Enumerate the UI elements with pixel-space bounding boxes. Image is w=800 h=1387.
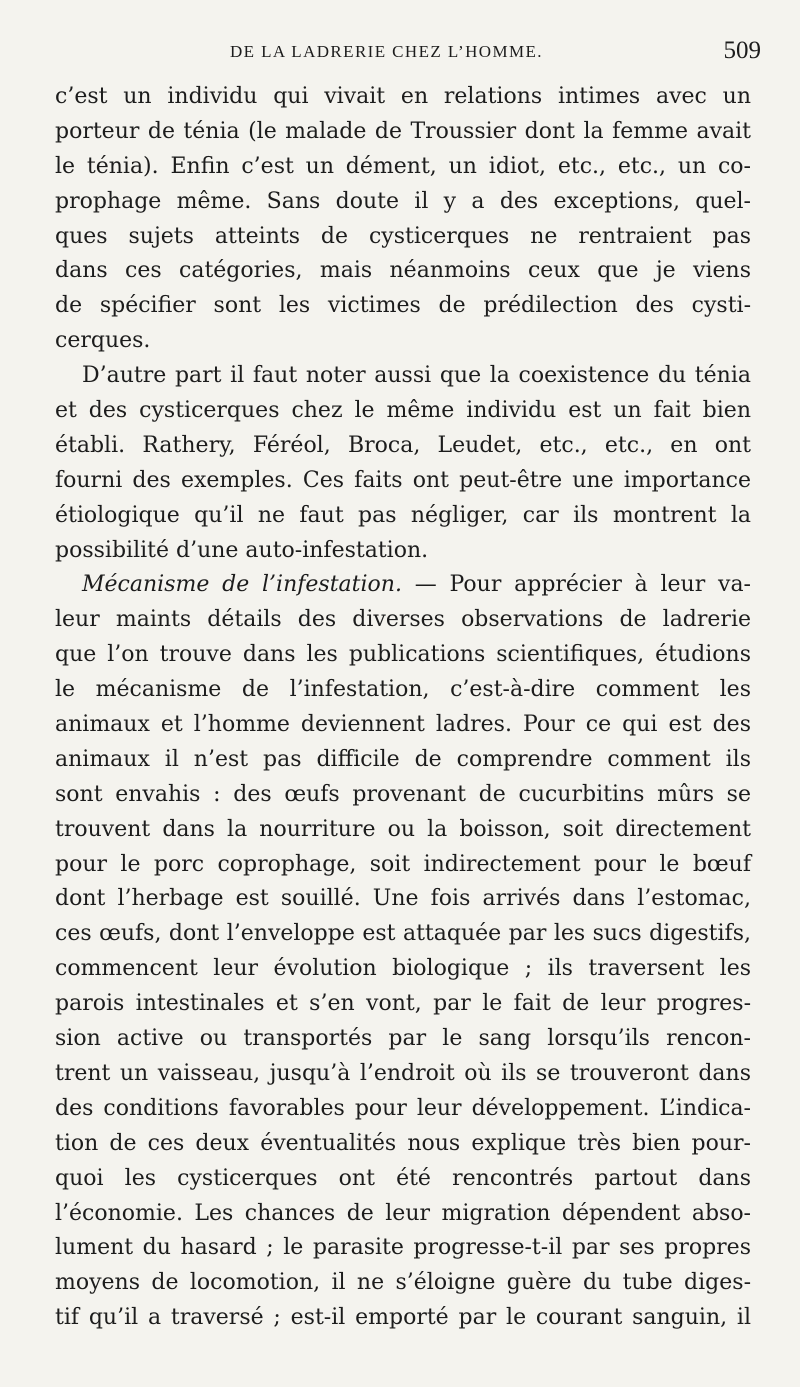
text-line: le ténia). Enfin c’est un dément, un idiot, etc., etc., un co- <box>55 153 751 179</box>
section-heading: Mécanisme de l’infestation. <box>82 572 402 598</box>
text-line: fourni des exemples. Ces faits ont peut-être une importance <box>55 467 751 493</box>
text-line: commencent leur évolution biologique ; ils traversent les <box>55 956 751 982</box>
text-line: que l’on trouve dans les publications scientifiques, étudions <box>55 642 751 668</box>
text-line: quoi les cysticerques ont été rencontrés partout dans <box>55 1165 751 1191</box>
text-line: possibilité d’une auto-infestation. <box>55 537 429 563</box>
text-line: établi. Rathery, Féréol, Broca, Leudet, etc., etc., en ont <box>55 432 751 458</box>
text-line: étiologique qu’il ne faut pas négliger, car ils montrent la <box>55 502 751 528</box>
running-title: DE LA LADRERIE CHEZ L’HOMME. <box>230 42 543 61</box>
text-line: sion active ou transportés par le sang lorsqu’ils rencon- <box>55 1026 751 1052</box>
text-line: sont envahis : des œufs provenant de cucurbitins mûrs se <box>55 781 751 807</box>
text-line: dont l’herbage est souillé. Une fois arrivés dans l’estomac, <box>55 886 751 912</box>
text-line: animaux il n’est pas difficile de comprendre comment ils <box>55 746 751 772</box>
section-heading-line <box>55 568 751 603</box>
text-line: ces œufs, dont l’enveloppe est attaquée par les sucs digestifs, <box>55 921 751 947</box>
text-line: trent un vaisseau, jusqu’à l’endroit où ils se trouveront dans <box>55 1060 751 1086</box>
text-line: D’autre part il faut noter aussi que la coexistence du ténia <box>82 363 751 389</box>
text-line: c’est un individu qui vivait en relations intimes avec un <box>55 84 751 109</box>
page-header <box>55 37 761 70</box>
text-line: animaux et l’homme deviennent ladres. Pour ce qui est des <box>55 712 751 738</box>
text-line: le mécanisme de l’infestation, c’est-à-dire comment les <box>55 677 751 703</box>
text-line: tif qu’il a traversé ; est-il emporté par le courant sanguin, il <box>55 1305 751 1331</box>
text-line: ques sujets atteints de cysticerques ne rentraient pas <box>55 223 751 249</box>
section-heading-rest: — Pour apprécier à leur va- <box>401 572 751 598</box>
text-line: et des cysticerques chez le même individu est un fait bien <box>55 398 751 424</box>
text-line: prophage même. Sans doute il y a des exceptions, quel- <box>55 188 751 214</box>
text-line: moyens de locomotion, il ne s’éloigne guère du tube diges- <box>55 1270 751 1296</box>
text-line: l’économie. Les chances de leur migration dépendent abso- <box>55 1200 751 1226</box>
text-line: dans ces catégories, mais néanmoins ceux que je viens <box>55 258 751 284</box>
text-line: lument du hasard ; le parasite progresse-t-il par ses propres <box>55 1235 751 1261</box>
page-number: 509 <box>723 37 761 64</box>
text-line: de spécifier sont les victimes de prédilection des cysti- <box>55 293 751 319</box>
text-line: parois intestinales et s’en vont, par le fait de leur progres- <box>55 991 751 1017</box>
body-text <box>55 80 751 1336</box>
text-line: porteur de ténia (le malade de Troussier dont la femme avait <box>55 118 751 144</box>
text-line: trouvent dans la nourriture ou la boisson, soit directement <box>55 816 751 842</box>
text-line: pour le porc coprophage, soit indirectement pour le bœuf <box>55 851 751 877</box>
text-line: leur maints détails des diverses observations de ladrerie <box>55 607 751 633</box>
text-line: des conditions favorables pour leur développement. L’indica- <box>55 1095 751 1121</box>
text-line: tion de ces deux éventualités nous explique très bien pour- <box>55 1130 751 1156</box>
text-line: cerques. <box>55 328 151 354</box>
